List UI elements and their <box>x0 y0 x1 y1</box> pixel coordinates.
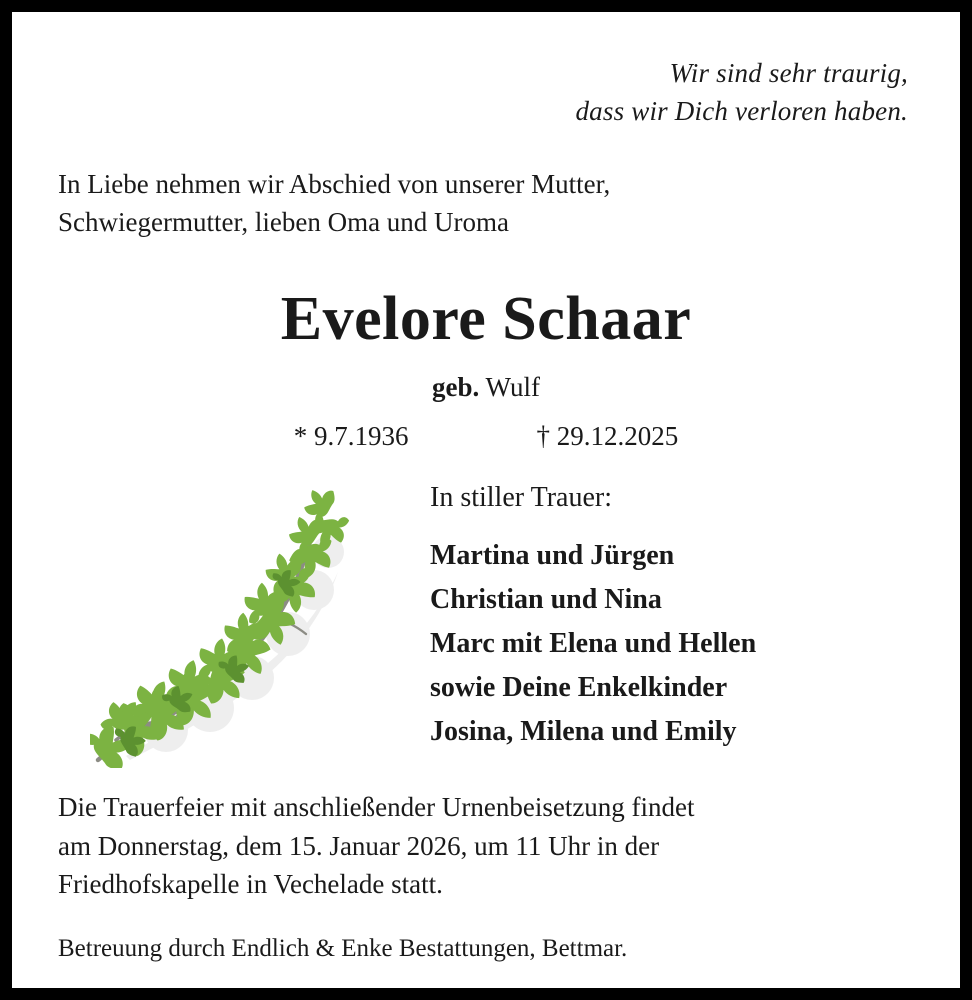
maiden-name-line <box>58 372 914 403</box>
epitaph-line-1: Wir sind sehr traurig, <box>669 58 908 88</box>
list-item: Martina und Jürgen <box>430 540 675 572</box>
intro-text <box>58 165 914 242</box>
epitaph-line-2: dass wir Dich verloren haben. <box>575 96 908 127</box>
mourners-block <box>430 482 950 754</box>
mourners-heading: In stiller Trauer: <box>430 482 612 514</box>
ceremony-details <box>58 788 914 903</box>
maiden-name-value: Wulf <box>485 372 540 403</box>
deceased-name: Evelore Schaar <box>280 285 692 354</box>
funeral-provider: Betreuung durch Endlich & Enke Bestattungen, Bettmar. <box>58 935 628 963</box>
list-item: Marc mit Elena und Hellen <box>430 628 757 660</box>
ceremony-line-2: am Donnerstag, dem 15. Januar 2026, um 11 Uhr in der <box>58 830 660 861</box>
intro-line-1: In Liebe nehmen wir Abschied von unserer Mutter, <box>58 168 611 199</box>
list-item: Josina, Milena und Emily <box>430 716 737 748</box>
maiden-name-prefix: geb. <box>432 372 480 403</box>
life-dates <box>58 421 914 452</box>
intro-line-2: Schwiegermutter, lieben Oma und Uroma <box>58 206 510 237</box>
ivy-branch-icon <box>90 478 390 768</box>
obituary-card <box>12 12 960 988</box>
list-item: Christian und Nina <box>430 584 662 616</box>
ceremony-line-3: Friedhofskapelle in Vechelade statt. <box>58 869 443 900</box>
birth-date: * 9.7.1936 <box>293 421 409 452</box>
list-item: sowie Deine Enkelkinder <box>430 672 728 704</box>
epitaph <box>58 54 914 131</box>
middle-section <box>58 478 914 778</box>
ceremony-line-1: Die Trauerfeier mit anschließender Urnenbeisetzung findet <box>58 792 695 823</box>
mourners-list <box>430 534 950 754</box>
death-date: † 29.12.2025 <box>536 421 679 452</box>
